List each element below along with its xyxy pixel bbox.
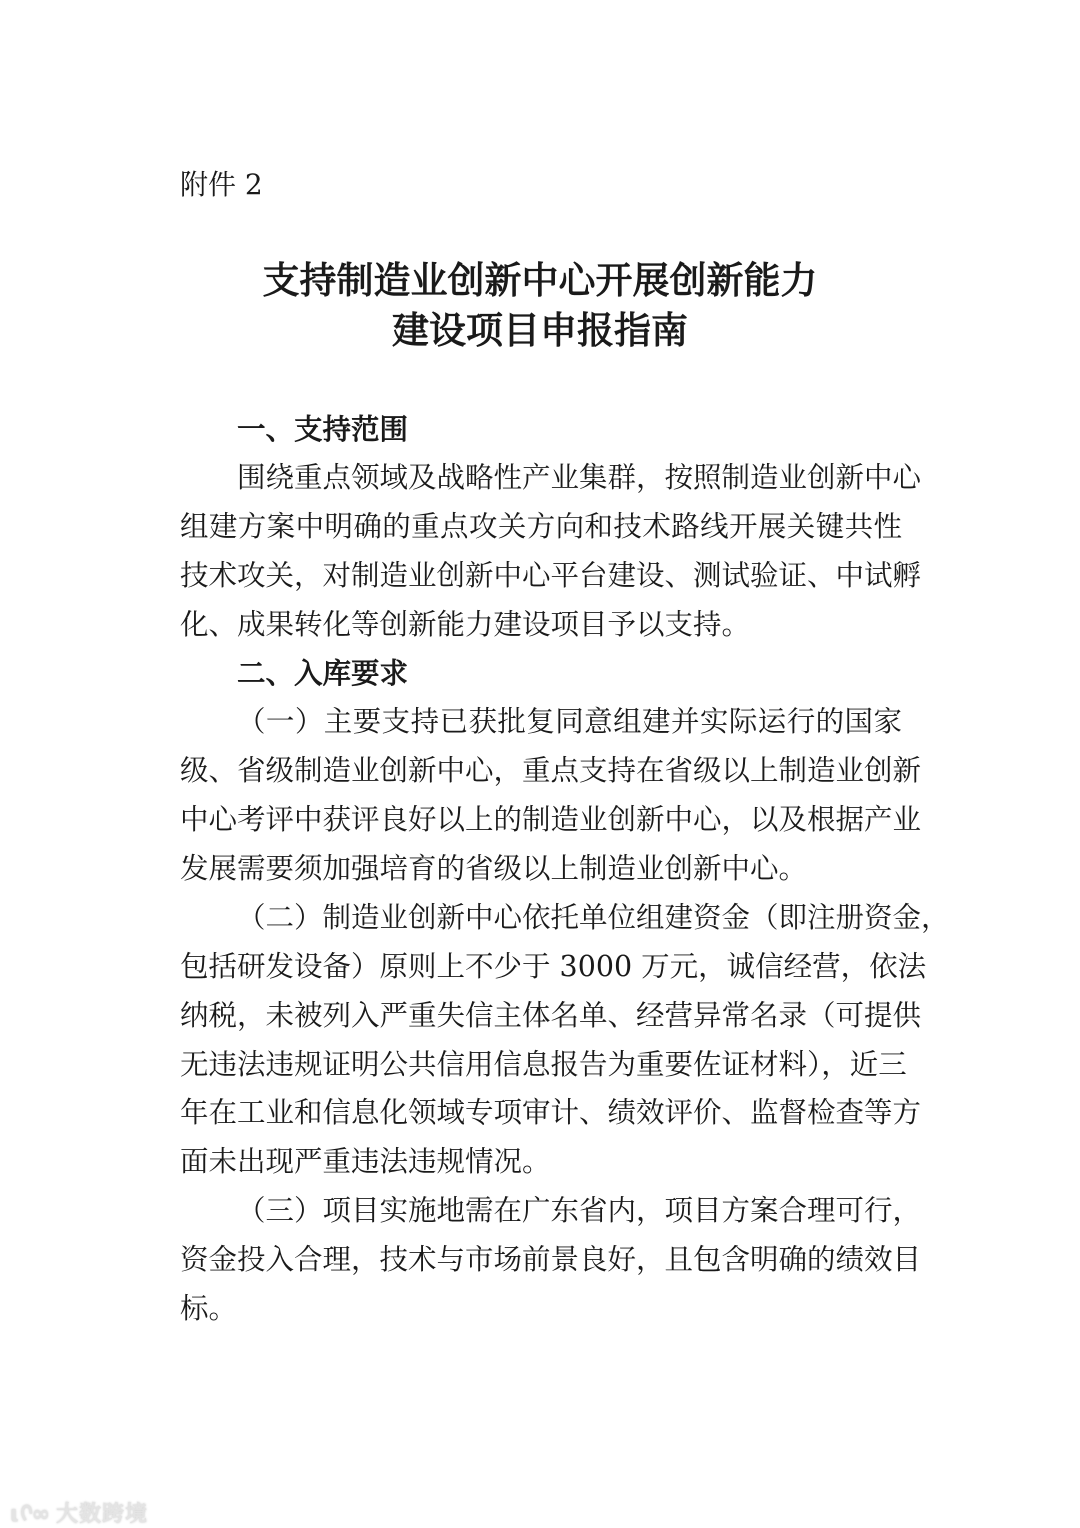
paragraph-line: 资金投入合理，技术与市场前景良好，且包含明确的绩效目 bbox=[180, 1243, 922, 1277]
paragraph-line: 标。 bbox=[180, 1292, 238, 1326]
paragraph-line: 包括研发设备）原则上不少于 3000 万元，诚信经营，依法 bbox=[180, 949, 927, 983]
paragraph-line: 组建方案中明确的重点攻关方向和技术路线开展关键共性 bbox=[180, 509, 902, 543]
document-title-line-2: 建设项目申报指南 bbox=[392, 308, 688, 352]
paragraph-line: 发展需要须加强培育的省级以上制造业创新中心。 bbox=[180, 852, 808, 886]
paragraph-line: （一）主要支持已获批复同意组建并实际运行的国家 bbox=[237, 705, 902, 739]
section-heading: 一、支持范围 bbox=[237, 412, 409, 446]
paragraph-line: 中心考评中获评良好以上的制造业创新中心，以及根据产业 bbox=[180, 803, 922, 837]
paragraph-line: 技术攻关，对制造业创新中心平台建设、测试验证、中试孵 bbox=[180, 558, 922, 592]
document-body bbox=[180, 405, 950, 1334]
paragraph-line: 无违法违规证明公共信用信息报告为重要佐证材料），近三 bbox=[180, 1047, 907, 1081]
paragraph-line: （三）项目实施地需在广东省内，项目方案合理可行， bbox=[237, 1194, 922, 1228]
watermark-logo-icon: ιᢉ∞ bbox=[10, 1502, 50, 1527]
paragraph-line: 纳税，未被列入严重失信主体名单、经营异常名录（可提供 bbox=[180, 998, 922, 1032]
attachment-label: 附件 2 bbox=[180, 168, 263, 201]
paragraph-line: 围绕重点领域及战略性产业集群，按照制造业创新中心 bbox=[237, 460, 922, 494]
paragraph-line: 年在工业和信息化领域专项审计、绩效评价、监督检查等方 bbox=[180, 1096, 922, 1130]
paragraph-line: 面未出现严重违法违规情况。 bbox=[180, 1145, 551, 1179]
paragraph-line: 级、省级制造业创新中心，重点支持在省级以上制造业创新 bbox=[180, 754, 922, 788]
paragraph-line: 化、成果转化等创新能力建设项目予以支持。 bbox=[180, 607, 751, 641]
document-title-line-1: 支持制造业创新中心开展创新能力 bbox=[262, 258, 818, 302]
watermark bbox=[10, 1490, 148, 1528]
section-heading: 二、入库要求 bbox=[237, 656, 409, 691]
paragraph-line: （二）制造业创新中心依托单位组建资金（即注册资金， bbox=[237, 900, 950, 934]
watermark-text: 大数跨境 bbox=[55, 1502, 148, 1527]
